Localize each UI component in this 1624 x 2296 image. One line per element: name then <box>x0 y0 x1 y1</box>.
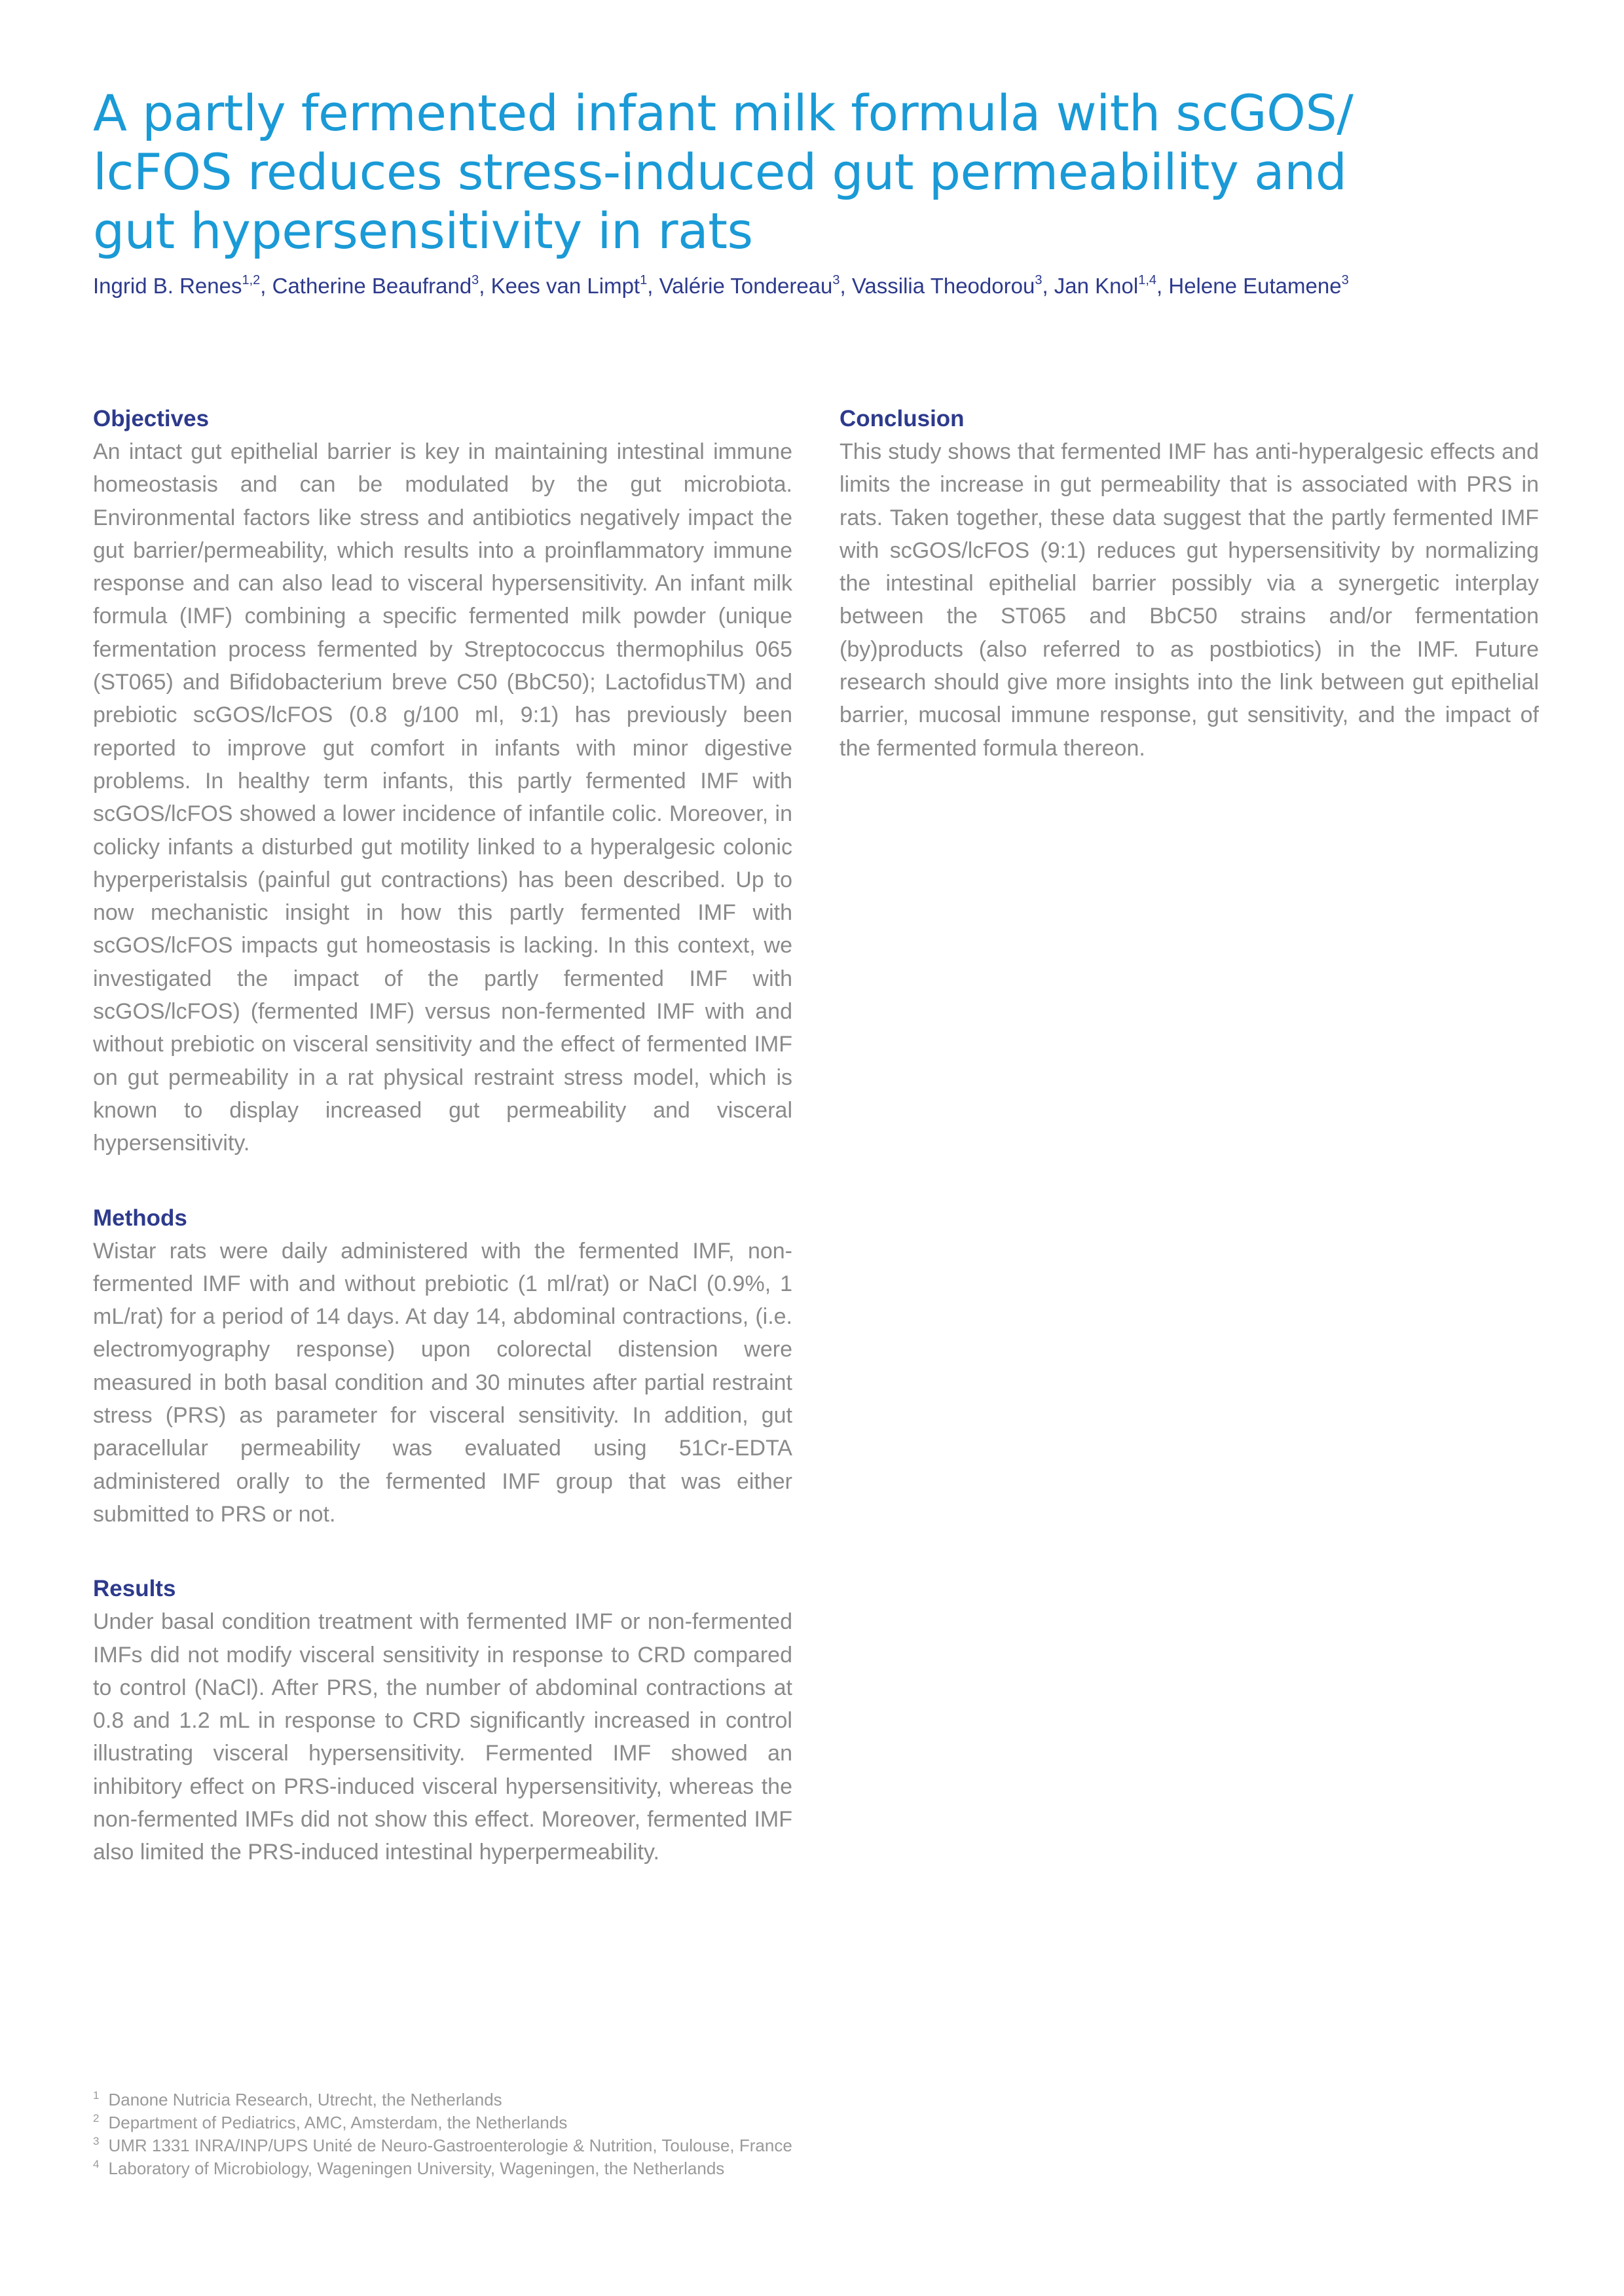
footnote: $^4$ Laboratory of Microbiology, Wageningen University, Wageningen, the Netherlands <box>93 2158 725 2178</box>
conclusion-section <box>840 403 1539 765</box>
section-heading: Results <box>93 1576 176 1602</box>
footnote: $^1$ Danone Nutricia Research, Utrecht, the Netherlands <box>93 2089 502 2109</box>
author: Vassilia Theodorou$^3$, <box>851 273 1054 298</box>
affiliation-footnotes <box>93 2088 1141 2180</box>
section-heading: Objectives <box>93 406 210 431</box>
footnote: $^3$ UMR 1331 INRA/INP/UPS Unité de Neuro-Gastroenterologie & Nutrition, Toulouse, France <box>93 2135 792 2155</box>
author-list <box>93 272 1534 301</box>
author: Catherine Beaufrand$^3$, <box>272 273 491 298</box>
methods-section <box>93 1202 792 1531</box>
objectives-section <box>93 403 792 1160</box>
section-heading: Methods <box>93 1205 187 1231</box>
title-line: gut hypersensitivity in rats <box>93 202 753 260</box>
author: Helene Eutamene$^3$ <box>1168 273 1349 298</box>
author: Valérie Tondereau$^3$, <box>659 273 852 298</box>
title-line: A partly fermented infant milk formula with scGOS/ <box>93 84 1354 142</box>
section-body: Wistar rats were daily administered with the fermented IMF, non-fermented IMF with and without prebiotic (1 ml/rat) or NaCl (0.9%, 1 mL/rat) for a period of 14 days. At day 14, abdominal contractions, (i.e. electromyography response) upon colorectal distension were measured in both basal condition and 30 minutes after partial restraint stress (PRS) as parameter for visceral sensitivity. In addition, gut paracellular permeability was evaluated using 51Cr-EDTA administered orally to the fermented IMF group that was either submitted to PRS or not. <box>93 1238 792 1527</box>
section-body: An intact gut epithelial barrier is key in maintaining intestinal immune homeostasis and can be modulated by the gut microbiota. Environmental factors like stress and antibiotics negatively impact the gut barrier/permeability, which results into a proinflammatory immune response and can also lead to visceral hypersensitivity. An infant milk formula (IMF) combining a specific fermented milk powder (unique fermentation process fermented by Streptococcus thermophilus 065 (ST065) and Bifidobacterium breve C50 (BbC50); LactofidusTM) and prebiotic scGOS/lcFOS (0.8 g/100 ml, 9:1) has previously been reported to improve gut comfort in infants with minor digestive problems. In healthy term infants, this partly fermented IMF with scGOS/lcFOS showed a lower incidence of infantile colic. Moreover, in colicky infants a disturbed gut motility linked to a hyperalgesic colonic hyperperistalsis (painful gut contractions) has been described. Up to now mechanistic insight in how this partly fermented IMF with scGOS/lcFOS impacts gut homeostasis is lacking. In this context, we investigated the impact of the partly fermented IMF with scGOS/lcFOS) (fermented IMF) versus non-fermented IMF with and without prebiotic on visceral sensitivity and the effect of fermented IMF on gut permeability in a rat physical restraint stress model, which is known to display increased gut permeability and visceral hypersensitivity. <box>93 439 792 1156</box>
results-section <box>93 1573 792 1868</box>
right-column <box>840 403 1539 807</box>
section-body: Under basal condition treatment with fermented IMF or non-fermented IMFs did not modify visceral sensitivity in response to CRD compared to control (NaCl). After PRS, the number of abdominal contractions at 0.8 and 1.2 mL in response to CRD significantly increased in control illustrating visceral hypersensitivity. Fermented IMF showed an inhibitory effect on PRS-induced visceral hypersensitivity, whereas the non-fermented IMFs did not show this effect. Moreover, fermented IMF also limited the PRS-induced intestinal hyperpermeability. <box>93 1609 792 1865</box>
section-heading: Conclusion <box>840 406 965 431</box>
paper-title <box>93 84 1354 261</box>
footnote: $^2$ Department of Pediatrics, AMC, Amsterdam, the Netherlands <box>93 2112 568 2132</box>
author: Kees van Limpt$^1$, <box>490 273 659 298</box>
section-body: This study shows that fermented IMF has anti-hyperalgesic effects and limits the increase in gut permeability that is associated with PRS in rats. Taken together, these data suggest that the partly fermented IMF with scGOS/lcFOS (9:1) reduces gut hypersensitivity by normalizing the intestinal epithelial barrier possibly via a synergetic interplay between the ST065 and BbC50 strains and/or fermentation (by)products (also referred to as postbiotics) in the IMF. Future research should give more insights into the link between gut epithelial barrier, mucosal immune response, gut sensitivity, and the impact of the fermented formula thereon. <box>840 439 1539 761</box>
author: Ingrid B. Renes$^{1,2}$, <box>93 273 272 298</box>
title-line: lcFOS reduces stress-induced gut permeability and <box>93 143 1347 201</box>
author: Jan Knol$^{1,4}$, <box>1054 273 1169 298</box>
left-column <box>93 403 792 1911</box>
